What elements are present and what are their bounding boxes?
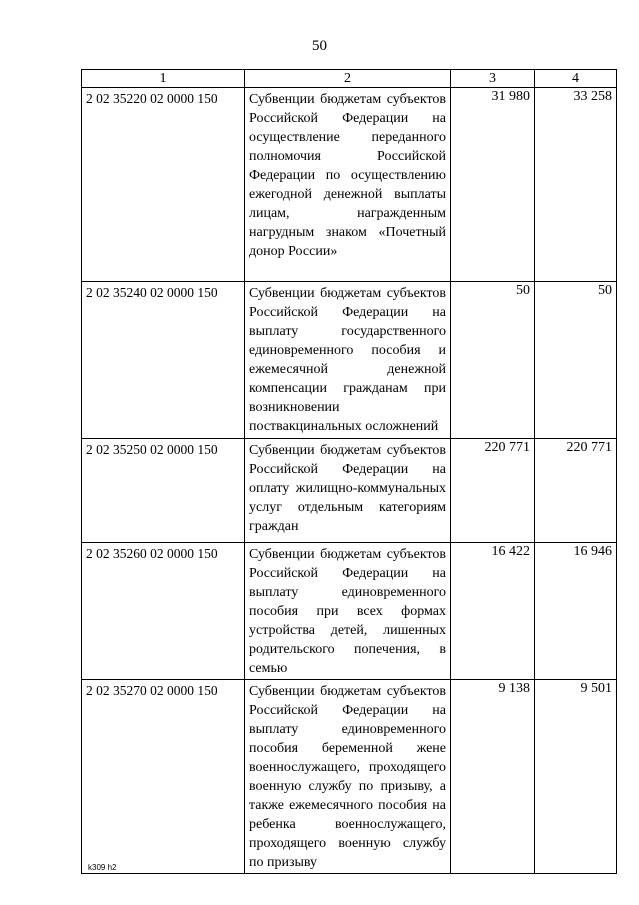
table-body [82,88,617,874]
row-value-col3: 220 771 [451,439,535,543]
row-value-col4: 50 [535,282,617,439]
table-row [82,680,617,874]
row-code: 2 02 35270 02 0000 150 [82,680,245,874]
row-name-text: Субвенции бюджетам субъектов Российской Федерации на оплату жилищно-коммунальных услуг отдельным категориям граждан [249,443,446,534]
row-value-col3: 50 [451,282,535,439]
header-row [82,70,617,88]
row-name-text: Субвенции бюджетам субъектов Российской Федерации на выплату государственного единовременного пособия и ежемесячной денежной компенсации гражданам при возникновении поствакцинальных осложнений [249,286,446,434]
row-value-col4: 33 258 [535,88,617,282]
table-row [82,543,617,680]
header-col-1: 1 [82,70,245,88]
row-value-col4: 16 946 [535,543,617,680]
header-col-2: 2 [245,70,451,88]
row-name [245,439,451,543]
header-col-3: 3 [451,70,535,88]
row-name [245,543,451,680]
row-value-col3: 16 422 [451,543,535,680]
table-row [82,439,617,543]
row-value-col3: 9 138 [451,680,535,874]
budget-table [81,69,617,874]
row-name-text: Субвенции бюджетам субъектов Российской Федерации на выплату единовременного пособия при всех формах устройства детей, лишенных родительского попечения, в семью [249,547,446,676]
footer-code: k309 h2 [88,863,117,872]
row-code: 2 02 35240 02 0000 150 [82,282,245,439]
page-number: 50 [312,38,327,54]
row-code: 2 02 35250 02 0000 150 [82,439,245,543]
table-header [82,70,617,88]
header-col-4: 4 [535,70,617,88]
row-name-text: Субвенции бюджетам субъектов Российской Федерации на выплату единовременного пособия беременной жене военнослужащего, проходящего военную службу по призыву, а также ежемесячного пособия на ребенка военнослужащего, проходящего военную службу по призыву [249,684,446,870]
row-code: 2 02 35260 02 0000 150 [82,543,245,680]
row-name [245,680,451,874]
row-value-col4: 220 771 [535,439,617,543]
row-code: 2 02 35220 02 0000 150 [82,88,245,282]
row-name [245,88,451,282]
table-row [82,88,617,282]
table-row [82,282,617,439]
row-name [245,282,451,439]
row-name-text: Субвенции бюджетам субъектов Российской Федерации на осуществление переданного полномочия Российской Федерации по осуществлению ежегодной денежной выплаты лицам, награжденным нагрудным знаком «Почетный донор России» [249,92,446,259]
row-value-col4: 9 501 [535,680,617,874]
row-value-col3: 31 980 [451,88,535,282]
